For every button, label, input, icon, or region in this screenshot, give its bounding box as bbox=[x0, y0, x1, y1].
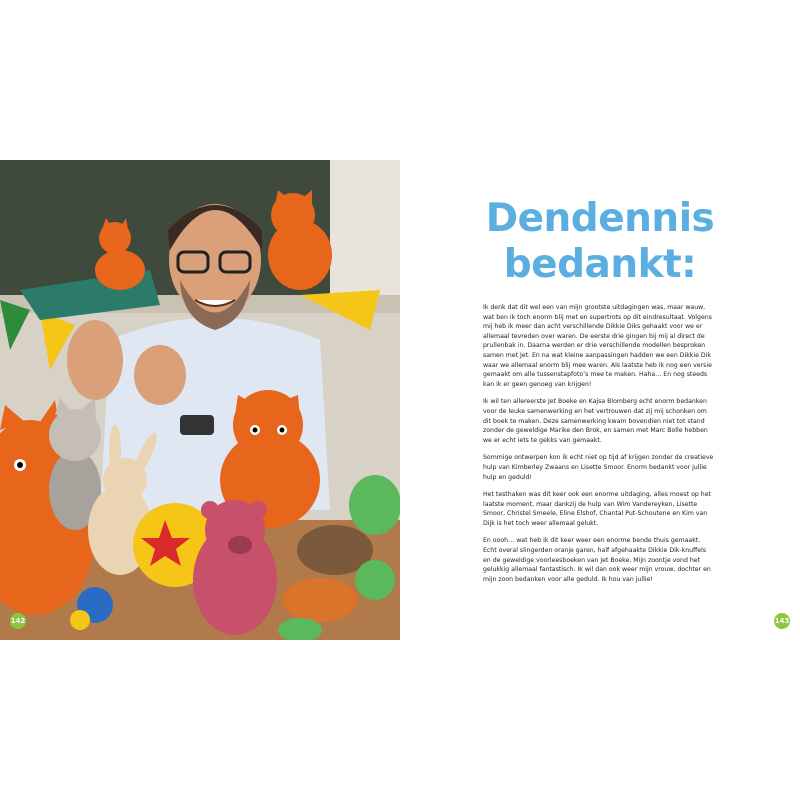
title-line-1: Dendennis bbox=[485, 196, 715, 241]
paragraph: En oooh… wat heb ik dit keer weer een enorme bende thuis gemaakt. Echt overal slingerden oranje garen, half afgehaakte Dikkie Dik-knuffels en de geweldige voorleesboeken van Jet Boeke. Mijn zoontje vond het gelukkig allemaal fantastisch. Ik wil dan ook weer mijn vrouw, dochter en mijn zoon bedanken voor alle geduld. Ik hou van jullie! bbox=[483, 537, 711, 583]
page-number-right: 143 bbox=[774, 613, 790, 629]
paragraph: Het testhaken was dit keer ook een enorme uitdaging, alles moest op het laatste moment, maar dankzij de hulp van Wim Vandereyken, Lisette Smoor, Christel Smeele, Eline Elshof, Chantal Put-Schoutene en Kim van Dijk is het toch weer allemaal gelukt. bbox=[483, 491, 711, 527]
right-page bbox=[400, 160, 800, 640]
page-number-left: 142 bbox=[10, 613, 26, 629]
paragraph: Ik denk dat dit wel een van mijn grootste uitdagingen was, maar wauw, wat ben ik toch enorm blij met en supertrots op dit eindresultaat. Volgens mij heb ik meer dan acht verschillende Dikkie Diks gehaakt voor we er allemaal tevreden over waren. De eerste drie gingen bij mij al direct de prullenbak in. Daarna werden er drie verschillende modellen besproken samen met Jet. En na wat kleine aanpassingen hadden we een Dikkie Dik waar we allemaal enorm blij mee waren. Als laatste heb ik nog een versie gemaakt om alle tussenstapfoto’s mee te maken. Haha… En nog steeds kan ik er geen genoeg van krijgen! bbox=[483, 304, 712, 388]
page-title bbox=[456, 196, 744, 288]
paragraph: Ik wil ten allereerste Jet Boeke en Kajsa Blomberg echt enorm bedanken voor de leuke samenwerking en het vertrouwen dat zij mij schonken om dit boek te maken. Deze samenwerking kwam bovendien niet tot stand zonder de geweldige Marike den Brok, en samen met Marc Bolle hebben we er echt iets te gekks van gemaakt. bbox=[483, 398, 708, 444]
body-text bbox=[483, 303, 715, 592]
title-line-2: bedankt: bbox=[503, 242, 697, 287]
photo-illustration bbox=[0, 160, 400, 640]
book-spread bbox=[0, 160, 800, 640]
paragraph: Sommige ontwerpen kon ik echt niet op tijd af krijgen zonder de creatieve hulp van Kimberley Zwaans en Lisette Smoor. Enorm bedankt voor jullie hulp en geduld! bbox=[483, 454, 714, 481]
photo-crocheted-toys bbox=[0, 160, 400, 640]
